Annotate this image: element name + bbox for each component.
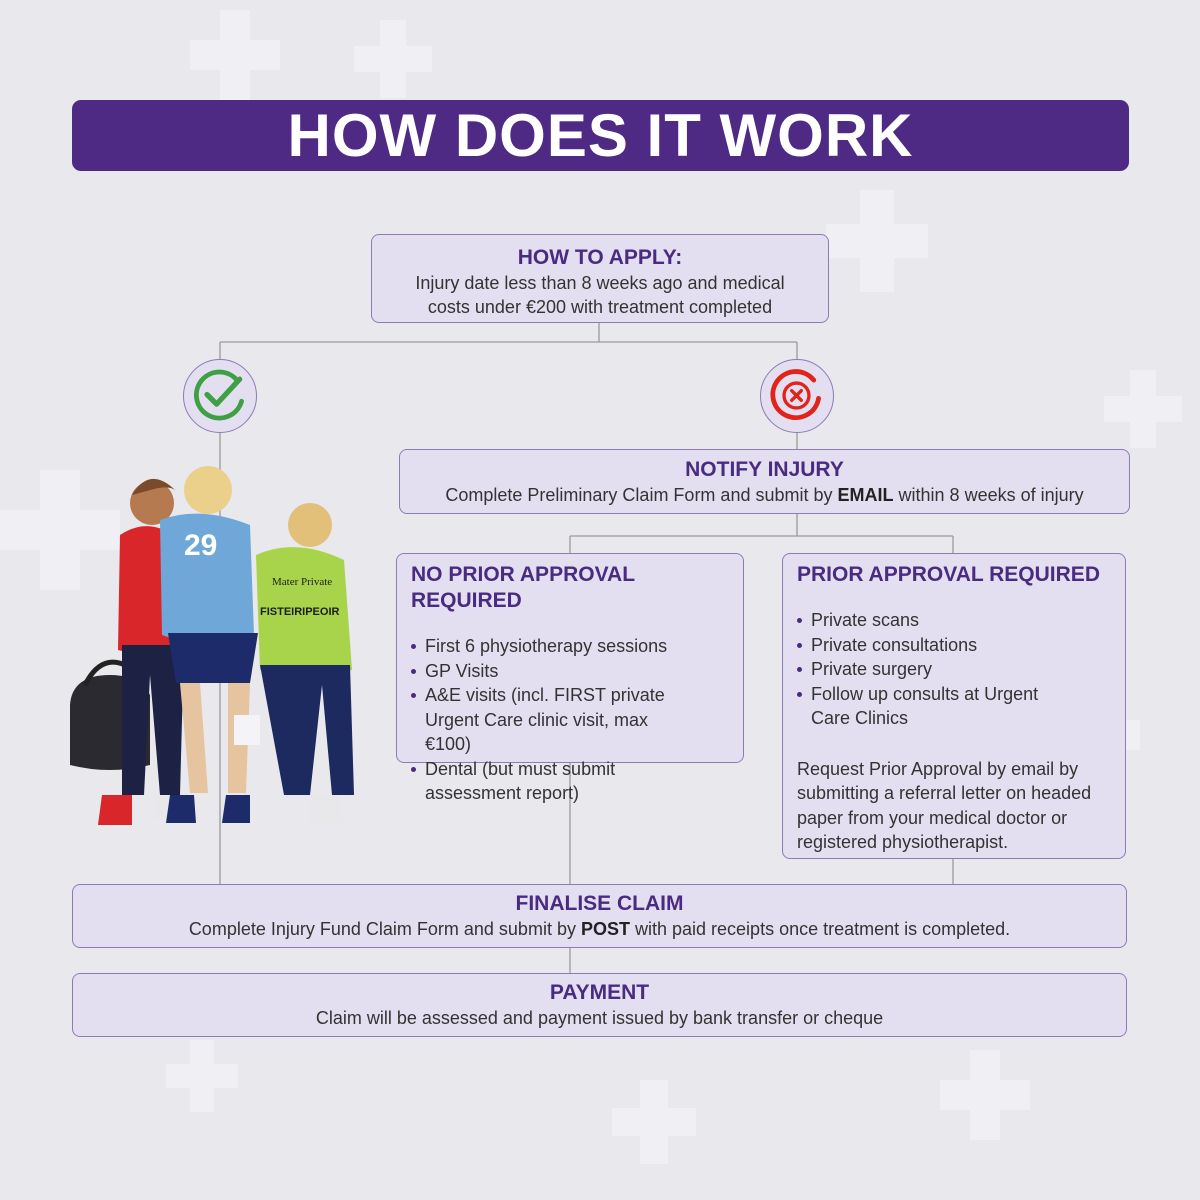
prior-approval-list [797,608,1113,731]
list-item: Private consultations [797,633,1113,658]
list-item: Private surgery [797,657,1113,682]
how-to-apply-title: HOW TO APPLY: [517,246,683,269]
how-to-apply-box [371,234,829,323]
finalise-claim-title: FINALISE CLAIM [515,892,684,915]
notify-injury-box [399,449,1130,514]
no-prior-approval-list [411,634,729,806]
prior-approval-note: Request Prior Approval by email by submitting a referral letter on headed paper from your medical doctor or registered physiotherapist. [797,758,1092,852]
notify-injury-title: NOTIFY INJURY [685,458,844,481]
injured-player-photo [60,455,365,855]
no-prior-approval-box [396,553,744,803]
payment-text: Claim will be assessed and payment issued by bank transfer or cheque [315,1008,884,1028]
prior-approval-title: PRIOR APPROVAL REQUIRED [797,563,1100,586]
page-title: HOW DOES IT WORK [287,102,914,169]
list-item: Private scans [797,608,1113,633]
bib-text: FISTEIRIPEOIR [260,606,340,618]
how-to-apply-text: Injury date less than 8 weeks ago and medical costs under €200 with treatment completed [415,273,785,317]
payment-box [72,973,1127,1037]
finalise-claim-text: Complete Injury Fund Claim Form and submit by POST with paid receipts once treatment is completed. [188,919,1011,939]
notify-injury-text: Complete Preliminary Claim Form and submit by EMAIL within 8 weeks of injury [445,485,1084,505]
list-item: A&E visits (incl. FIRST private Urgent Care clinic visit, max €100) [411,683,729,757]
not-eligible-branch [760,359,834,433]
check-icon [184,360,255,431]
shirt-number: 29 [184,529,218,562]
finalise-claim-box [72,884,1127,948]
payment-title: PAYMENT [549,981,650,1004]
prior-approval-box [782,553,1126,859]
cross-icon [761,360,832,431]
list-item: First 6 physiotherapy sessions [411,634,729,659]
no-prior-approval-title: NO PRIOR APPROVAL REQUIRED [411,563,635,612]
eligible-branch [183,359,257,433]
list-item: GP Visits [411,659,729,684]
list-item: Dental (but must submit assessment report) [411,757,729,806]
title-banner [72,100,1129,171]
bib-sponsor: Mater Private [272,576,333,588]
list-item: Follow up consults at Urgent Care Clinics [797,682,1113,731]
